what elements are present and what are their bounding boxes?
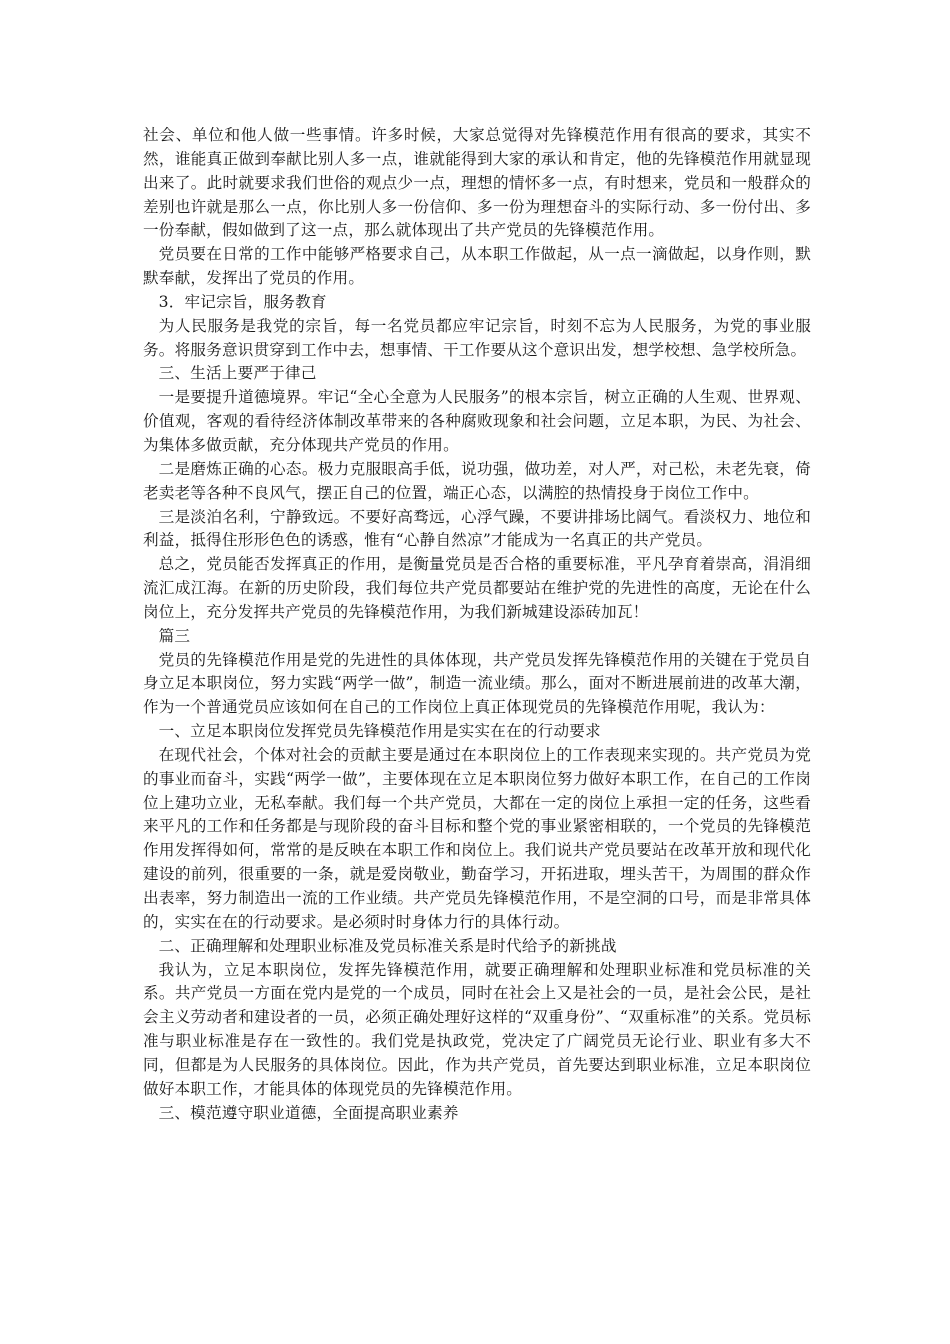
section-heading: 三、模范遵守职业道德，全面提高职业素养 <box>158 1103 459 1122</box>
paragraph: 我认为，立足本职岗位，发挥先锋模范作用，就要正确理解和处理职业标准和党员标准的关系。共产党员一方面在党内是党的一个成员，同时在社会上又是社会的一员，是社会公民，是社会主义劳动者和建设者的一员，必须正确处理好这样的“双重身份”、“双重标准”的关系。党员标准与职业标准是存在一致性的。我们党是执政党，党决定了广阔党员无论行业、职业有多大不同，但都是为人民服务的具体岗位。因此，作为共产党员，首先要达到职业标准，立足本职岗位做好本职工作，才能具体的体现党员的先锋模范作用。 <box>143 960 811 1098</box>
document-page <box>143 124 811 1125</box>
article-label: 篇三 <box>158 626 191 645</box>
paragraph-continuation: 社会、单位和他人做一些事情。许多时候，大家总觉得对先锋模范作用有很高的要求，其实不然，谁能真正做到奉献比别人多一点，谁就能得到大家的承认和肯定，他的先锋模范作用就显现出来了。此时就要求我们世俗的观点少一点，理想的情怀多一点，有时想来，党员和一般群众的差别也许就是那么一点，你比别人多一份信仰、多一份为理想奋斗的实际行动、多一份付出、多一份奉献，假如做到了这一点，那么就体现出了共产党员的先锋模范作用。 <box>143 126 811 240</box>
section-heading: 二、正确理解和处理职业标准及党员标准关系是时代给予的新挑战 <box>158 936 617 955</box>
paragraph: 党员的先锋模范作用是党的先进性的具体体现，共产党员发挥先锋模范作用的关键在于党员自身立足本职岗位，努力实践“两学一做”，制造一流业绩。那么，面对不断进展前进的改革大潮，作为一个普通党员应该如何在自己的工作岗位上真正体现党员的先锋模范作用呢，我认为： <box>143 650 811 717</box>
paragraph: 一是要提升道德境界。牢记“全心全意为人民服务”的根本宗旨，树立正确的人生观、世界观、价值观，客观的看待经济体制改革带来的各种腐败现象和社会问题，立足本职，为民、为社会、为集体多做贡献，充分体现共产党员的作用。 <box>143 388 811 454</box>
paragraph: 党员要在日常的工作中能够严格要求自己，从本职工作做起，从一点一滴做起，以身作则，默默奉献，发挥出了党员的作用。 <box>143 245 811 288</box>
section-heading: 3．牢记宗旨，服务教育 <box>158 292 327 311</box>
paragraph: 在现代社会，个体对社会的贡献主要是通过在本职岗位上的工作表现来实现的。共产党员为党的事业而奋斗，实践“两学一做”，主要体现在立足本职岗位努力做好本职工作，在自己的工作岗位上建功立业，无私奉献。我们每一个共产党员，大都在一定的岗位上承担一定的任务，这些看来平凡的工作和任务都是与现阶段的奋斗目标和整个党的事业紧密相联的，一个党员的先锋模范作用发挥得如何，常常的是反映在本职工作和岗位上。我们说共产党员要站在改革开放和现代化建设的前列，很重要的一条，就是爱岗敬业，勤奋学习，开拓进取，埋头苦干，为周围的群众作出表率，努力制造出一流的工作业绩。共产党员先锋模范作用，不是空洞的口号，而是非常具体的，实实在在的行动要求。是必须时时身体力行的具体行动。 <box>143 745 811 931</box>
paragraph: 为人民服务是我党的宗旨，每一名党员都应牢记宗旨，时刻不忘为人民服务，为党的事业服务。将服务意识贯穿到工作中去，想事情、干工作要从这个意识出发，想学校想、急学校所急。 <box>143 316 811 359</box>
paragraph: 总之，党员能否发挥真正的作用，是衡量党员是否合格的重要标准，平凡孕育着崇高，涓涓细流汇成江海。在新的历史阶段，我们每位共产党员都要站在维护党的先进性的高度，无论在什么岗位上，充分发挥共产党员的先锋模范作用，为我们新城建设添砖加瓦！ <box>143 555 811 621</box>
section-heading: 一、立足本职岗位发挥党员先锋模范作用是实实在在的行动要求 <box>158 722 601 741</box>
section-heading: 三、生活上要严于律己 <box>158 364 317 383</box>
paragraph: 二是磨炼正确的心态。极力克服眼高手低，说功强，做功差，对人严，对己松，未老先衰，倚老卖老等各种不良风气，摆正自己的位置，端正心态，以满腔的热情投身于岗位工作中。 <box>143 459 811 502</box>
paragraph: 三是淡泊名利，宁静致远。不要好高骛远，心浮气躁，不要讲排场比阔气。看淡权力、地位和利益，抵得住形形色色的诱惑，惟有“心静自然凉”才能成为一名真正的共产党员。 <box>143 507 811 550</box>
